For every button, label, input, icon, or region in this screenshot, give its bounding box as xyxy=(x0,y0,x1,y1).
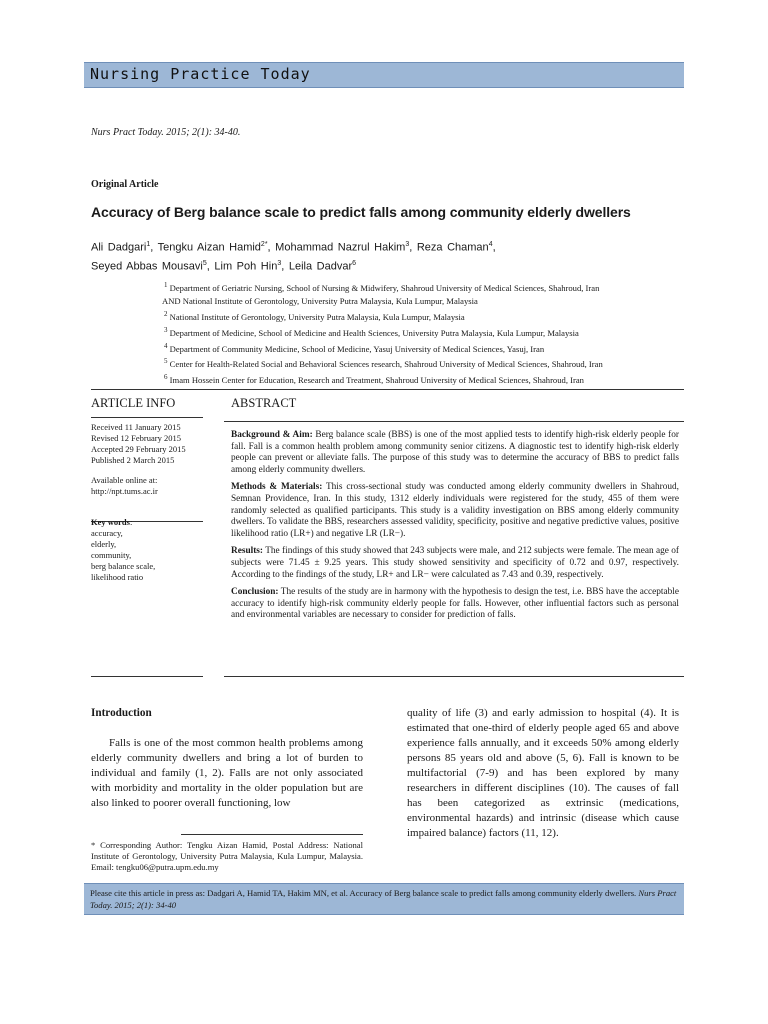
journal-name: Nursing Practice Today xyxy=(90,65,311,83)
affiliation-item xyxy=(164,279,694,295)
article-type: Original Article xyxy=(91,179,159,190)
abstract-section xyxy=(231,587,679,622)
journal-citation: Nurs Pract Today. 2015; 2(1): 34-40. xyxy=(91,127,241,138)
article-info-heading: ARTICLE INFO xyxy=(91,396,176,410)
divider-abstract xyxy=(224,421,684,422)
keyword: berg balance scale, xyxy=(91,561,156,571)
author-name: Seyed Abbas Mousavi xyxy=(91,260,203,273)
keywords-label: Key words xyxy=(91,517,130,527)
abstract-heading: ABSTRACT xyxy=(231,396,297,410)
divider-top xyxy=(91,389,684,390)
available-label: Available online at: xyxy=(91,475,158,485)
affiliation-list xyxy=(164,279,694,387)
introduction-heading: Introduction xyxy=(91,707,152,719)
body-column-right xyxy=(407,706,679,841)
citation-bar xyxy=(84,883,684,915)
author-sup: 2* xyxy=(260,241,268,248)
affiliation-continuation: AND National Institute of Gerontology, University Putra Malaysia, Kula Lumpur, Malaysia xyxy=(162,295,478,306)
availability xyxy=(91,475,203,497)
citation-journal: Nurs Pract Today. 2015; 2(1): 34-40 xyxy=(90,888,677,910)
affiliation-sup: 4 xyxy=(164,341,168,350)
affiliation-sup: 1 xyxy=(164,281,168,289)
affiliation-item xyxy=(164,371,694,387)
citation-text: Please cite this article in press as: Dadgari A, Hamid TA, Hakim MN, et al. Accuracy of Berg balance scale to predict falls among community elderly dwellers. Nurs Pract Today. 2015; 2(1): 34-40 xyxy=(90,888,677,910)
keyword: likelihood ratio xyxy=(91,572,144,582)
affiliation-text: Center for Health-Related Social and Behavioral Sciences research, Shahroud University of Medical Sciences, Shahroud, Iran xyxy=(167,359,603,370)
affiliation-item xyxy=(164,324,694,340)
divider-info-left xyxy=(91,417,203,418)
keyword: elderly, xyxy=(91,539,117,549)
affiliation-sup: 2 xyxy=(164,309,168,318)
abstract-section-label: Methods & Materials: xyxy=(231,482,323,493)
article-info-panel xyxy=(91,422,203,583)
affiliation-text: Department of Medicine, School of Medicine and Health Sciences, University Putra Malaysia, Kula Lumpur, Malaysia xyxy=(167,327,579,338)
abstract-section-text: The results of the study are in harmony with the hypothesis to design the test, i.e. BBS have the acceptable accuracy to identify high-risk community elderly people for falls. However, other influential factors such as personal and environmental variables are necessary to consider for prediction of falls. xyxy=(231,587,679,621)
body-paragraph-right: quality of life (3) and early admission to hospital (4). It is estimated that one-third of elderly people aged 65 and above experience falls annually, and it exceeds 50% among elderly persons 85 years old and above (5, 6). Fall is known to be multifactorial (7-9) and has been explored by many researchers in different disciplines (10). The causes of fall has been categorized as extrinsic (medications, environmental hazards) and intrinsic (disease which cause impaired balance) factors (11, 12). xyxy=(407,707,679,839)
abstract-section xyxy=(231,482,679,540)
author-line-2: Seyed Abbas Mousavi$^5$, Lim Poh Hin$^3$, Leila Dadvar$^6$ xyxy=(91,259,357,273)
author-name: Ali Dadgari xyxy=(91,241,147,254)
author-name: Lim Poh Hin xyxy=(214,260,278,273)
affiliation-sup: 3 xyxy=(164,325,168,334)
affiliation-text: National Institute of Gerontology, University Putra Malaysia, Kula Lumpur, Malaysia xyxy=(167,311,465,322)
abstract-body xyxy=(231,430,679,628)
divider-footnote xyxy=(181,834,363,835)
author-sup: 6 xyxy=(352,259,357,267)
author-sup: 5 xyxy=(202,259,207,267)
affiliation-item xyxy=(164,355,694,371)
keyword: community, xyxy=(91,550,132,560)
affiliation-text: Department of Geriatric Nursing, School of Nursing & Midwifery, Shahroud University of Medical Sciences, Shahroud, Iran xyxy=(167,282,600,293)
article-date: Published 2 March 2015 xyxy=(91,455,175,465)
author-sup: 3 xyxy=(405,241,410,248)
author-sup: 3 xyxy=(277,259,282,267)
author-name: Leila Dadvar xyxy=(288,260,353,273)
abstract-section-text: This cross-sectional study was conducted among elderly community dwellers in Shahroud, Semnan Providence, Iran. In this study, 1312 elderly individuals were registered for the study, 455 of them were randomly selected as qualified participants. This study is a validity investigation on BBS among elderly community dwellers. To validate the BBS, researchers assessed validity, specificity, positive and negative predictive values, positive likelihood ratio (LR+) and negative LR (LR−). xyxy=(231,482,679,539)
divider-abstract-bottom xyxy=(224,676,684,677)
abstract-section-label: Conclusion: xyxy=(231,587,279,598)
article-dates xyxy=(91,422,203,466)
corresponding-author-footnote: * Corresponding Author: Tengku Aizan Hamid, Postal Address: National Institute of Gerontology, University Putra Malaysia, Kula Lumpur, Malaysia. Email: tengku06@putra.upm.edu.my xyxy=(91,840,363,872)
article-date: Revised 12 February 2015 xyxy=(91,433,181,443)
abstract-section-text: Berg balance scale (BBS) is one of the most applied tests to identify high-risk elderly people for fall. Fall is a common health problem among community senior citizens. A diagnostic test to identify high-risk elderly people can prevent or alleviate falls. The purpose of this study was to determine the accuracy of BBS to predict falls among elderly community dwellers. xyxy=(231,430,680,475)
affiliation-item xyxy=(164,340,694,356)
author-name: Tengku Aizan Hamid xyxy=(157,241,261,254)
keywords-list xyxy=(91,528,203,583)
affiliation-text: Imam Hossein Center for Education, Research and Treatment, Shahroud University of Medical Sciences, Shahroud, Iran xyxy=(167,375,584,386)
keyword: accuracy, xyxy=(91,528,123,538)
author-name: Mohammad Nazrul Hakim xyxy=(275,241,406,254)
abstract-section-text: The findings of this study showed that 243 subjects were male, and 212 subjects were female. The mean age of subjects were 71.45 ± 9.25 years. This study showed sensitivity and specificity of 0.72 and 0.97, respectively. According to the findings of the study, LR+ and LR− were calculated as 7.43 and 0.39, respectively. xyxy=(231,546,679,580)
body-paragraph-left: Falls is one of the most common health problems among elderly community dwellers and bring a lot of burden to individual and family (1, 2). Falls are not only associated with morbidity and mortality in the older population but are also linked to poorer overall functioning, low xyxy=(91,737,363,809)
abstract-section-label: Results: xyxy=(231,546,264,557)
affiliation-sup: 5 xyxy=(164,357,168,366)
abstract-section xyxy=(231,430,679,476)
abstract-section xyxy=(231,546,679,581)
article-date: Received 11 January 2015 xyxy=(91,422,181,432)
body-column-left xyxy=(91,706,363,811)
abstract-section-label: Background & Aim: xyxy=(231,430,313,440)
author-sup: 4 xyxy=(488,241,493,248)
affiliation-item xyxy=(164,308,694,324)
author-sup: 1 xyxy=(146,241,151,248)
available-url[interactable]: http://npt.tums.ac.ir xyxy=(91,486,158,496)
author-list xyxy=(91,237,651,274)
author-line-1: Ali Dadgari$^1$, Tengku Aizan Hamid$^{2*}$, Mohammad Nazrul Hakim$^3$, Reza Chaman$^4$, xyxy=(91,241,496,254)
article-title: Accuracy of Berg balance scale to predict falls among community elderly dwellers xyxy=(91,204,631,220)
affiliation-sup: 6 xyxy=(164,373,168,382)
author-name: Reza Chaman xyxy=(416,241,489,254)
divider-info-bottom xyxy=(91,676,203,677)
affiliation-text: Department of Community Medicine, School of Medicine, Yasuj University of Medical Sciences, Yasuj, Iran xyxy=(167,343,545,354)
keywords-block: Key words: accuracy, elderly, community, berg balance scale, likelihood ratio xyxy=(91,517,203,583)
journal-header-bar xyxy=(84,62,684,88)
article-date: Accepted 29 February 2015 xyxy=(91,444,186,454)
